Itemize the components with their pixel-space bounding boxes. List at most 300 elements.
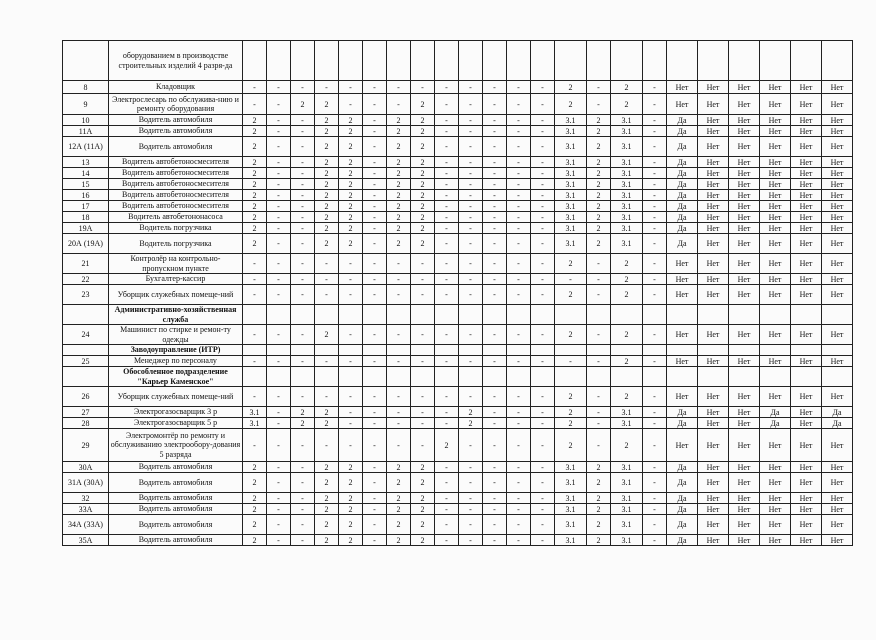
value-cell: - bbox=[507, 387, 531, 407]
value-cell: 2 bbox=[411, 201, 435, 212]
value-cell: - bbox=[643, 190, 667, 201]
row-number-cell: 20А (19А) bbox=[63, 234, 109, 254]
value-cell: - bbox=[291, 168, 315, 179]
value-cell: Нет bbox=[791, 462, 822, 473]
job-title-cell: Электрослесарь по обслужива-нию и ремонту оборудования bbox=[109, 94, 243, 115]
value-cell: 2 bbox=[555, 94, 587, 115]
value-cell: - bbox=[643, 473, 667, 493]
value-cell: Нет bbox=[791, 126, 822, 137]
job-title-cell: Водитель погрузчика bbox=[109, 234, 243, 254]
value-cell: Нет bbox=[791, 201, 822, 212]
job-title-cell: Уборщик служебных помеще-ний bbox=[109, 387, 243, 407]
value-cell: - bbox=[291, 254, 315, 274]
value-cell: 2 bbox=[243, 462, 267, 473]
value-cell: 2 bbox=[243, 473, 267, 493]
value-cell: Нет bbox=[791, 535, 822, 546]
value-cell: - bbox=[435, 234, 459, 254]
value-cell: - bbox=[507, 504, 531, 515]
value-cell: 2 bbox=[611, 94, 643, 115]
value-cell: Нет bbox=[822, 81, 853, 94]
value-cell: Нет bbox=[729, 387, 760, 407]
value-cell bbox=[435, 305, 459, 325]
value-cell: Нет bbox=[760, 462, 791, 473]
value-cell: - bbox=[483, 387, 507, 407]
value-cell bbox=[555, 367, 587, 387]
value-cell bbox=[387, 305, 411, 325]
value-cell: - bbox=[531, 254, 555, 274]
value-cell: Нет bbox=[791, 223, 822, 234]
value-cell: Да bbox=[667, 504, 698, 515]
value-cell: - bbox=[291, 190, 315, 201]
job-title-cell: оборудованием в производстве строительных изделий 4 разря-да bbox=[109, 41, 243, 81]
value-cell bbox=[643, 305, 667, 325]
value-cell: Нет bbox=[822, 190, 853, 201]
value-cell bbox=[729, 367, 760, 387]
value-cell: Нет bbox=[791, 356, 822, 367]
value-cell bbox=[411, 41, 435, 81]
value-cell: 2 bbox=[315, 504, 339, 515]
value-cell: Нет bbox=[698, 254, 729, 274]
value-cell: - bbox=[291, 473, 315, 493]
value-cell: - bbox=[507, 157, 531, 168]
value-cell: Нет bbox=[698, 81, 729, 94]
value-cell bbox=[729, 41, 760, 81]
value-cell: - bbox=[507, 462, 531, 473]
value-cell bbox=[243, 41, 267, 81]
value-cell: 2 bbox=[587, 515, 611, 535]
value-cell: Нет bbox=[760, 234, 791, 254]
value-cell: 2 bbox=[339, 201, 363, 212]
table-row bbox=[63, 190, 853, 201]
value-cell bbox=[760, 367, 791, 387]
value-cell: Нет bbox=[822, 325, 853, 345]
value-cell: - bbox=[507, 407, 531, 418]
value-cell: - bbox=[531, 274, 555, 285]
value-cell: 3.1 bbox=[555, 462, 587, 473]
value-cell: Нет bbox=[698, 462, 729, 473]
value-cell: Нет bbox=[822, 115, 853, 126]
row-number-cell: 26 bbox=[63, 387, 109, 407]
value-cell: Нет bbox=[760, 94, 791, 115]
value-cell: Нет bbox=[698, 473, 729, 493]
value-cell: 3.1 bbox=[611, 234, 643, 254]
value-cell: 2 bbox=[587, 168, 611, 179]
value-cell: - bbox=[531, 234, 555, 254]
value-cell: Нет bbox=[822, 535, 853, 546]
value-cell: 2 bbox=[315, 473, 339, 493]
value-cell: Нет bbox=[698, 504, 729, 515]
value-cell: 3.1 bbox=[611, 462, 643, 473]
value-cell: 2 bbox=[587, 115, 611, 126]
value-cell: - bbox=[587, 285, 611, 305]
value-cell: Нет bbox=[791, 285, 822, 305]
value-cell: Нет bbox=[698, 234, 729, 254]
value-cell: - bbox=[267, 81, 291, 94]
table-row bbox=[63, 407, 853, 418]
value-cell: - bbox=[339, 429, 363, 462]
value-cell: - bbox=[435, 201, 459, 212]
value-cell: - bbox=[291, 515, 315, 535]
value-cell: 2 bbox=[587, 137, 611, 157]
value-cell: 2 bbox=[611, 387, 643, 407]
value-cell: Да bbox=[667, 201, 698, 212]
value-cell bbox=[315, 41, 339, 81]
value-cell: Нет bbox=[760, 137, 791, 157]
value-cell: - bbox=[531, 285, 555, 305]
value-cell: - bbox=[643, 126, 667, 137]
value-cell: - bbox=[387, 356, 411, 367]
value-cell: Нет bbox=[667, 94, 698, 115]
value-cell: - bbox=[435, 168, 459, 179]
value-cell: 2 bbox=[555, 81, 587, 94]
value-cell: 3.1 bbox=[611, 190, 643, 201]
value-cell bbox=[531, 345, 555, 356]
value-cell: Нет bbox=[791, 407, 822, 418]
value-cell: - bbox=[363, 190, 387, 201]
value-cell: 2 bbox=[387, 212, 411, 223]
value-cell: 2 bbox=[587, 234, 611, 254]
value-cell: Нет bbox=[729, 94, 760, 115]
value-cell: Нет bbox=[698, 179, 729, 190]
value-cell: Нет bbox=[760, 493, 791, 504]
value-cell: 2 bbox=[387, 168, 411, 179]
value-cell: - bbox=[363, 201, 387, 212]
table-row bbox=[63, 345, 853, 356]
value-cell: Нет bbox=[822, 285, 853, 305]
table-row bbox=[63, 115, 853, 126]
value-cell: - bbox=[267, 223, 291, 234]
value-cell bbox=[459, 41, 483, 81]
value-cell: - bbox=[267, 168, 291, 179]
table-row bbox=[63, 81, 853, 94]
value-cell: Нет bbox=[729, 223, 760, 234]
value-cell: 3.1 bbox=[555, 212, 587, 223]
value-cell: Нет bbox=[822, 234, 853, 254]
value-cell: 2 bbox=[315, 137, 339, 157]
value-cell: - bbox=[459, 325, 483, 345]
value-cell: Нет bbox=[822, 429, 853, 462]
value-cell bbox=[243, 367, 267, 387]
table-row bbox=[63, 493, 853, 504]
value-cell: - bbox=[387, 274, 411, 285]
value-cell bbox=[291, 367, 315, 387]
value-cell: Нет bbox=[729, 81, 760, 94]
value-cell bbox=[698, 367, 729, 387]
value-cell bbox=[643, 41, 667, 81]
value-cell: - bbox=[363, 515, 387, 535]
table-row bbox=[63, 157, 853, 168]
value-cell: Нет bbox=[698, 223, 729, 234]
value-cell: - bbox=[411, 285, 435, 305]
value-cell: - bbox=[435, 254, 459, 274]
value-cell: 2 bbox=[387, 115, 411, 126]
value-cell: Нет bbox=[760, 535, 791, 546]
value-cell: Нет bbox=[729, 190, 760, 201]
value-cell: - bbox=[483, 94, 507, 115]
value-cell: 3.1 bbox=[243, 418, 267, 429]
value-cell: Нет bbox=[822, 462, 853, 473]
value-cell: - bbox=[267, 356, 291, 367]
value-cell: - bbox=[643, 387, 667, 407]
value-cell: - bbox=[643, 179, 667, 190]
value-cell: - bbox=[483, 473, 507, 493]
value-cell: 2 bbox=[243, 223, 267, 234]
value-cell: Да bbox=[667, 126, 698, 137]
value-cell: 2 bbox=[339, 234, 363, 254]
value-cell: 2 bbox=[411, 212, 435, 223]
value-cell: Да bbox=[667, 168, 698, 179]
value-cell: - bbox=[267, 429, 291, 462]
value-cell: Нет bbox=[729, 234, 760, 254]
value-cell: 2 bbox=[387, 515, 411, 535]
value-cell: - bbox=[587, 418, 611, 429]
value-cell: Нет bbox=[698, 115, 729, 126]
value-cell: - bbox=[587, 274, 611, 285]
value-cell: 3.1 bbox=[611, 212, 643, 223]
row-number-cell: 10 bbox=[63, 115, 109, 126]
value-cell: - bbox=[483, 157, 507, 168]
value-cell bbox=[267, 345, 291, 356]
job-title-cell: Уборщик служебных помеще-ний bbox=[109, 285, 243, 305]
value-cell: - bbox=[339, 407, 363, 418]
job-title-cell: Электрогазосварщик 5 р bbox=[109, 418, 243, 429]
value-cell: - bbox=[315, 356, 339, 367]
value-cell: - bbox=[531, 115, 555, 126]
value-cell: - bbox=[267, 493, 291, 504]
value-cell: 2 bbox=[411, 190, 435, 201]
value-cell: 2 bbox=[411, 126, 435, 137]
value-cell bbox=[760, 345, 791, 356]
value-cell bbox=[791, 367, 822, 387]
value-cell bbox=[411, 305, 435, 325]
value-cell: Нет bbox=[698, 94, 729, 115]
value-cell: - bbox=[459, 190, 483, 201]
value-cell: Нет bbox=[760, 274, 791, 285]
value-cell: 2 bbox=[459, 418, 483, 429]
value-cell: - bbox=[435, 418, 459, 429]
value-cell: - bbox=[459, 535, 483, 546]
value-cell: Нет bbox=[791, 515, 822, 535]
row-number-cell: 32 bbox=[63, 493, 109, 504]
value-cell: - bbox=[643, 504, 667, 515]
value-cell: - bbox=[483, 515, 507, 535]
value-cell: 2 bbox=[339, 168, 363, 179]
value-cell: Нет bbox=[698, 274, 729, 285]
value-cell: Нет bbox=[791, 234, 822, 254]
value-cell: 2 bbox=[243, 504, 267, 515]
value-cell: - bbox=[531, 223, 555, 234]
value-cell: - bbox=[363, 179, 387, 190]
value-cell bbox=[555, 41, 587, 81]
value-cell: Нет bbox=[791, 325, 822, 345]
value-cell: - bbox=[267, 325, 291, 345]
value-cell: Нет bbox=[760, 387, 791, 407]
value-cell: - bbox=[291, 493, 315, 504]
value-cell: 3.1 bbox=[555, 504, 587, 515]
value-cell: Нет bbox=[822, 179, 853, 190]
value-cell: Да bbox=[667, 157, 698, 168]
value-cell: 2 bbox=[387, 223, 411, 234]
value-cell: - bbox=[531, 462, 555, 473]
value-cell: Нет bbox=[822, 504, 853, 515]
row-number-cell: 22 bbox=[63, 274, 109, 285]
value-cell: 2 bbox=[243, 137, 267, 157]
value-cell: - bbox=[267, 387, 291, 407]
row-number-cell: 8 bbox=[63, 81, 109, 94]
value-cell: - bbox=[291, 223, 315, 234]
value-cell: - bbox=[459, 94, 483, 115]
table-row bbox=[63, 94, 853, 115]
value-cell: 2 bbox=[555, 325, 587, 345]
value-cell: - bbox=[363, 473, 387, 493]
value-cell: Нет bbox=[729, 137, 760, 157]
value-cell: - bbox=[587, 356, 611, 367]
value-cell: Нет bbox=[822, 137, 853, 157]
value-cell: 3.1 bbox=[555, 157, 587, 168]
value-cell: Нет bbox=[698, 126, 729, 137]
row-number-cell bbox=[63, 367, 109, 387]
value-cell: - bbox=[363, 325, 387, 345]
value-cell bbox=[363, 41, 387, 81]
value-cell: 3.1 bbox=[555, 234, 587, 254]
value-cell: 3.1 bbox=[555, 115, 587, 126]
value-cell bbox=[698, 345, 729, 356]
job-title-cell: Водитель автобетононасоса bbox=[109, 212, 243, 223]
value-cell: - bbox=[435, 493, 459, 504]
value-cell: Нет bbox=[729, 473, 760, 493]
value-cell: - bbox=[267, 115, 291, 126]
table-row bbox=[63, 325, 853, 345]
value-cell: - bbox=[435, 115, 459, 126]
value-cell: Нет bbox=[760, 504, 791, 515]
value-cell: Нет bbox=[791, 274, 822, 285]
value-cell: - bbox=[459, 254, 483, 274]
row-number-cell: 29 bbox=[63, 429, 109, 462]
value-cell: - bbox=[643, 168, 667, 179]
value-cell: Нет bbox=[822, 387, 853, 407]
value-cell: 2 bbox=[587, 473, 611, 493]
value-cell: Нет bbox=[729, 254, 760, 274]
value-cell: - bbox=[459, 234, 483, 254]
job-title-cell: Водитель автомобиля bbox=[109, 493, 243, 504]
value-cell: - bbox=[643, 137, 667, 157]
value-cell: - bbox=[483, 168, 507, 179]
value-cell: - bbox=[435, 462, 459, 473]
value-cell: - bbox=[267, 462, 291, 473]
table-row bbox=[63, 429, 853, 462]
value-cell: 2 bbox=[411, 493, 435, 504]
value-cell: - bbox=[291, 81, 315, 94]
value-cell: - bbox=[435, 94, 459, 115]
value-cell: - bbox=[459, 493, 483, 504]
row-number-cell: 33А bbox=[63, 504, 109, 515]
value-cell: Нет bbox=[729, 418, 760, 429]
value-cell: - bbox=[483, 126, 507, 137]
value-cell: - bbox=[531, 81, 555, 94]
value-cell: - bbox=[267, 190, 291, 201]
value-cell: - bbox=[507, 168, 531, 179]
value-cell bbox=[667, 41, 698, 81]
value-cell bbox=[587, 345, 611, 356]
value-cell: 2 bbox=[339, 493, 363, 504]
value-cell: - bbox=[387, 285, 411, 305]
value-cell: - bbox=[387, 81, 411, 94]
value-cell: - bbox=[643, 356, 667, 367]
value-cell: - bbox=[243, 94, 267, 115]
value-cell: - bbox=[643, 157, 667, 168]
value-cell bbox=[483, 41, 507, 81]
job-title-cell: Водитель автомобиля bbox=[109, 504, 243, 515]
row-number-cell: 9 bbox=[63, 94, 109, 115]
job-title-cell: Машинист по стирке и ремон-ту одежды bbox=[109, 325, 243, 345]
value-cell: 2 bbox=[339, 535, 363, 546]
section-heading-cell: Административно-хозяйственная служба bbox=[109, 305, 243, 325]
value-cell: 2 bbox=[339, 223, 363, 234]
value-cell: - bbox=[339, 254, 363, 274]
value-cell: - bbox=[483, 493, 507, 504]
value-cell: - bbox=[531, 356, 555, 367]
value-cell: 3.1 bbox=[611, 407, 643, 418]
value-cell: - bbox=[411, 356, 435, 367]
value-cell: 3.1 bbox=[611, 157, 643, 168]
value-cell bbox=[387, 345, 411, 356]
table-row bbox=[63, 201, 853, 212]
value-cell: - bbox=[291, 234, 315, 254]
value-cell: Нет bbox=[791, 137, 822, 157]
value-cell bbox=[363, 367, 387, 387]
value-cell bbox=[791, 345, 822, 356]
value-cell: - bbox=[507, 212, 531, 223]
value-cell: - bbox=[339, 274, 363, 285]
value-cell: Да bbox=[760, 407, 791, 418]
value-cell: Нет bbox=[760, 285, 791, 305]
value-cell: Нет bbox=[729, 356, 760, 367]
value-cell: 2 bbox=[411, 168, 435, 179]
value-cell: Нет bbox=[791, 190, 822, 201]
value-cell bbox=[822, 305, 853, 325]
value-cell: 3.1 bbox=[611, 223, 643, 234]
value-cell: - bbox=[291, 325, 315, 345]
value-cell bbox=[698, 305, 729, 325]
table-row bbox=[63, 223, 853, 234]
value-cell: 2 bbox=[243, 535, 267, 546]
value-cell: - bbox=[243, 274, 267, 285]
value-cell: 2 bbox=[315, 212, 339, 223]
job-title-cell: Водитель автомобиля bbox=[109, 126, 243, 137]
value-cell: - bbox=[507, 179, 531, 190]
job-title-cell: Водитель автомобиля bbox=[109, 137, 243, 157]
value-cell: 2 bbox=[587, 535, 611, 546]
row-number-cell: 16 bbox=[63, 190, 109, 201]
value-cell: Нет bbox=[822, 94, 853, 115]
value-cell: - bbox=[483, 504, 507, 515]
value-cell: - bbox=[483, 407, 507, 418]
value-cell bbox=[435, 345, 459, 356]
value-cell: 2 bbox=[587, 212, 611, 223]
value-cell: 2 bbox=[315, 418, 339, 429]
value-cell bbox=[363, 305, 387, 325]
value-cell: - bbox=[315, 387, 339, 407]
value-cell: Нет bbox=[698, 356, 729, 367]
value-cell: Нет bbox=[698, 168, 729, 179]
value-cell: - bbox=[531, 179, 555, 190]
job-title-cell: Менеджер по персоналу bbox=[109, 356, 243, 367]
table-row bbox=[63, 179, 853, 190]
value-cell: - bbox=[387, 325, 411, 345]
value-cell: - bbox=[507, 325, 531, 345]
value-cell: - bbox=[435, 356, 459, 367]
value-cell: - bbox=[435, 157, 459, 168]
